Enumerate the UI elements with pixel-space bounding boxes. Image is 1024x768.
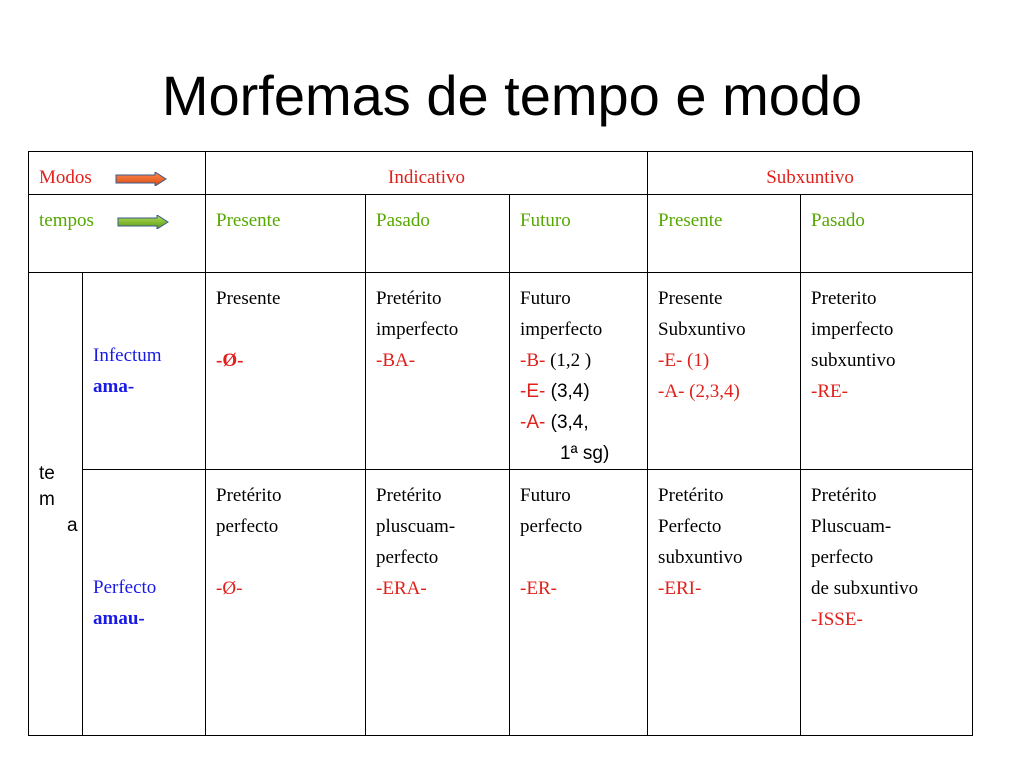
perfecto-ind-pasado: Pretérito pluscuam- perfecto -ERA- [366,470,510,736]
tempo-pasado-ind: Pasado [366,195,510,273]
infectum-ind-presente: Presente -Ø- [206,273,366,470]
morpheme: -RE- [811,381,848,403]
infectum-stem: ama- [93,376,135,398]
infectum-label-cell [83,273,206,470]
morpheme: -ERA- [376,578,427,600]
perfecto-sub-pasado: Pretérito Pluscuam- perfecto de subxuntivo -ISSE- [801,470,973,736]
perfecto-row [29,470,973,736]
tempos-header-cell [29,195,206,273]
infectum-sub-presente: Presente Subxuntivo -E- (1) -A- (2,3,4) [648,273,801,470]
modos-header-cell [29,152,206,195]
infectum-row [29,273,973,470]
morpheme: -Ø- [216,578,243,600]
modos-label: Modos [39,167,92,188]
tema-cell [29,273,83,736]
morpheme: -ISSE- [811,609,863,631]
tempo-presente-ind: Presente [206,195,366,273]
infectum-ind-pasado: Pretérito imperfecto -BA- [366,273,510,470]
infectum-label: Infectum [93,345,162,367]
perfecto-label: Perfecto [93,576,157,598]
page-title: Morfemas de tempo e modo [161,64,863,127]
indicativo-header: Indicativo [206,152,648,195]
arrow-right-green-icon [117,208,169,239]
perfecto-ind-futuro: Futuro perfecto -ER- [510,470,648,736]
subxuntivo-header: Subxuntivo [648,152,973,195]
tempo-presente-sub: Presente [648,195,801,273]
arrow-right-orange-icon [115,165,167,196]
perfecto-stem: amau- [93,607,145,629]
morpheme: -ER- [520,578,557,600]
morpheme: -Ø- [216,350,244,372]
infectum-sub-pasado: Preterito imperfecto subxuntivo -RE- [801,273,973,470]
tempos-label: tempos [39,210,94,232]
infectum-ind-futuro: Futuro imperfecto -B- (1,2 ) -E- (3,4) -A- (3,4, 1ª sg) [510,273,648,470]
perfecto-sub-presente: Pretérito Perfecto subxuntivo -ERI- [648,470,801,736]
tempo-pasado-sub: Pasado [801,195,973,273]
morpheme: -ERI- [658,578,702,600]
perfecto-ind-presente: Pretérito perfecto -Ø- [206,470,366,736]
tempo-futuro-ind: Futuro [510,195,648,273]
morpheme-table [28,151,973,736]
tema-label: te m a [39,463,78,537]
modos-row [29,152,973,195]
tempos-row [29,195,973,273]
perfecto-label-cell [83,470,206,736]
morpheme: -BA- [376,350,416,372]
